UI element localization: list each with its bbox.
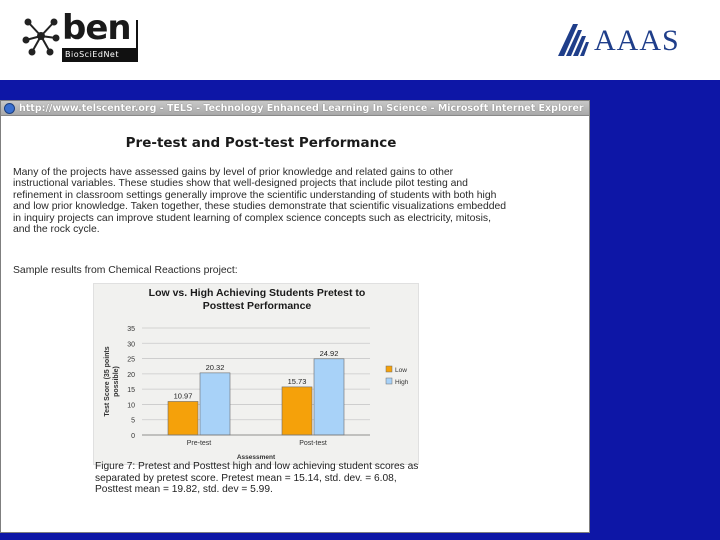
figure-caption: Figure 7: Pretest and Posttest high and low achieving student scores as separated by pretest score. Pretest mean = 15.14, std. dev. = 6.08, Posttest mean = 19.82, std. dev = 5.99.: [95, 461, 419, 495]
ben-logo-subtitle: BioSciEdNet: [65, 50, 119, 59]
data-label: 15.73: [287, 376, 307, 386]
y-axis-label-line: possible): [113, 366, 120, 397]
bar-chart: [93, 283, 419, 465]
legend-swatch: [386, 378, 392, 384]
bar-high: [314, 359, 344, 435]
page-title: Pre-test and Post-test Performance: [125, 135, 397, 151]
internet-explorer-icon: [4, 103, 15, 114]
bar-high: [200, 373, 230, 435]
intro-paragraph: Many of the projects have assessed gains by level of prior knowledge and related gains to other instructional variables. These studies show that well-designed projects that include pilot testing and refinement in classroom settings generally improve the scientific understanding of students with both high and low prior knowledge. Taken together, these studies demonstrate that scientific visualizations embedded in inquiry projects can improve student learning of complex science concepts such as electricity, mitosis, and the rock cycle.: [13, 167, 507, 236]
y-tick-label: 0: [131, 433, 135, 440]
y-tick-label: 20: [127, 371, 135, 379]
sample-results-label: Sample results from Chemical Reactions project:: [13, 265, 238, 276]
aaas-mark-icon: [556, 22, 590, 58]
bar-chart-svg: [94, 284, 420, 466]
y-tick-label: 35: [127, 326, 135, 333]
ben-star-icon: [22, 16, 60, 56]
ben-logo-rule: [136, 20, 138, 62]
aaas-logo: [556, 22, 680, 62]
y-tick-label: 30: [127, 341, 135, 349]
x-tick-label: Pre-test: [186, 440, 212, 447]
y-tick-label: 5: [131, 417, 135, 425]
chart-title-line: Low vs. High Achieving Students Pretest to: [148, 287, 366, 299]
data-label: 10.97: [173, 391, 193, 401]
y-tick-label: 25: [127, 356, 135, 364]
y-axis-label: [104, 346, 120, 416]
page-content: [1, 117, 589, 533]
browser-titlebar[interactable]: [1, 101, 589, 116]
bar-low: [282, 387, 312, 435]
slide-header: [0, 0, 720, 80]
x-axis-label: Assessment: [236, 454, 276, 461]
browser-window: [0, 100, 590, 533]
legend-label: Low: [395, 367, 407, 374]
ben-logo: [22, 8, 140, 64]
y-tick-label: 10: [127, 402, 135, 410]
bar-low: [168, 401, 198, 435]
y-axis-label-line: Test Score (35 points: [104, 346, 111, 417]
aaas-logo-word: AAAS: [594, 24, 680, 57]
legend-swatch: [386, 366, 392, 372]
x-tick-label: Post-test: [299, 440, 327, 447]
window-title: http://www.telscenter.org - TELS - Technology Enhanced Learning In Science - Microsoft Internet Explorer: [19, 103, 584, 114]
data-label: 20.32: [205, 362, 225, 372]
legend-label: High: [395, 379, 409, 386]
data-label: 24.92: [319, 348, 339, 358]
chart-title-line: Posttest Performance: [202, 300, 312, 312]
y-tick-label: 15: [127, 387, 135, 395]
ben-logo-word: ben: [62, 8, 131, 48]
